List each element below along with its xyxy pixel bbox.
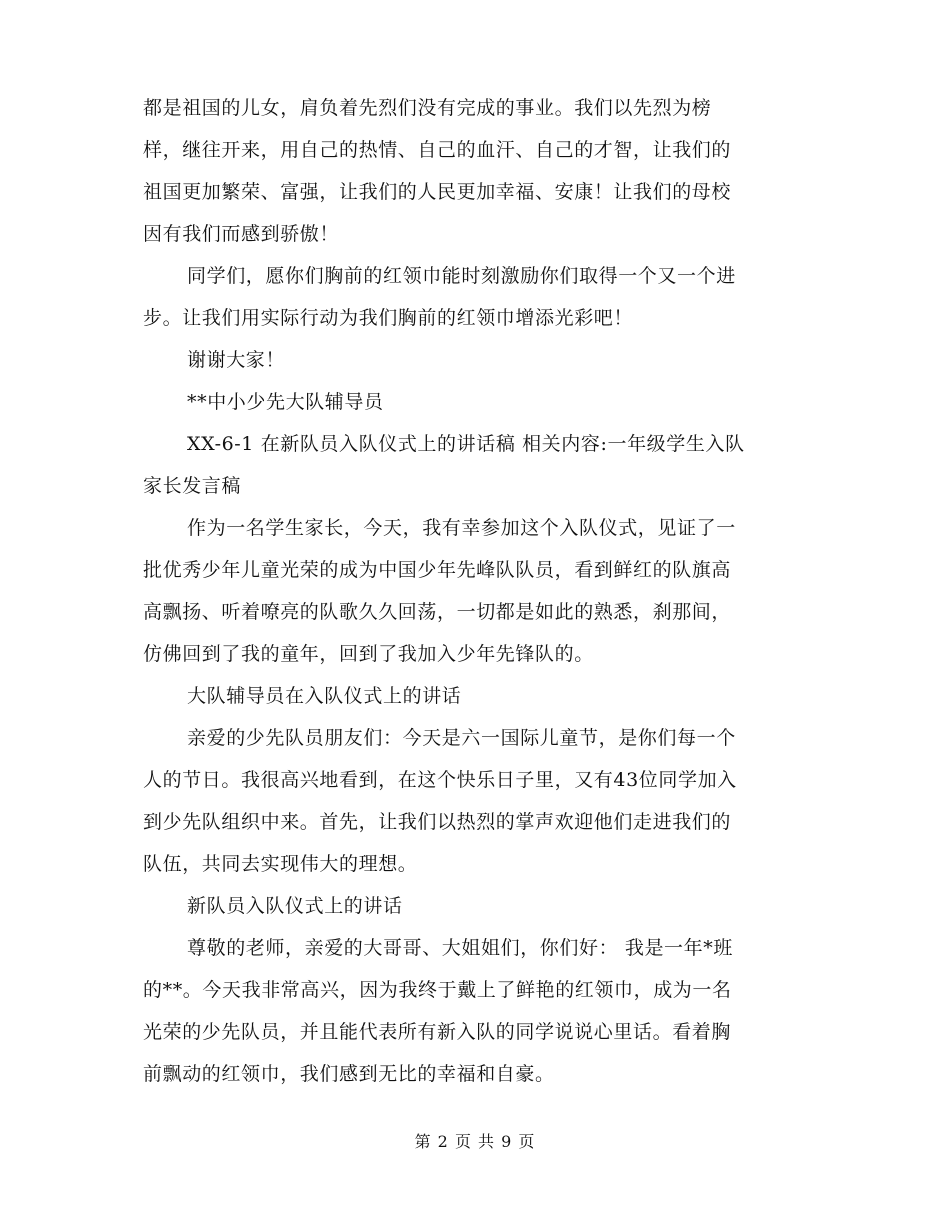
text-line: 谢谢大家！ xyxy=(187,349,286,371)
text-line: XX-6-1 在新队员入队仪式上的讲话稿 相关内容:一年级学生入队 xyxy=(187,433,745,455)
text-line: 高飘扬、听着嘹亮的队歌久久回荡，一切都是如此的熟悉，刹那间， xyxy=(143,601,732,623)
text-line: 队伍，共同去实现伟大的理想。 xyxy=(143,853,418,875)
text-line: 到少先队组织中来。首先，让我们以热烈的掌声欢迎他们走进我们的 xyxy=(143,811,732,833)
text-line: 步。让我们用实际行动为我们胸前的红领巾增添光彩吧！ xyxy=(143,307,634,329)
text-line: 都是祖国的儿女，肩负着先烈们没有完成的事业。我们以先烈为榜 xyxy=(143,97,712,119)
text-line: 同学们，愿你们胸前的红领巾能时刻激励你们取得一个又一个进 xyxy=(187,265,736,287)
document-body xyxy=(143,87,807,1095)
text-line: 仿佛回到了我的童年，回到了我加入少年先锋队的。 xyxy=(143,643,594,665)
section-heading: 大队辅导员在入队仪式上的讲话 xyxy=(187,685,462,707)
text-line: 前飘动的红领巾，我们感到无比的幸福和自豪。 xyxy=(143,1063,555,1085)
text-line: 亲爱的少先队员朋友们：今天是六一国际儿童节，是你们每一个 xyxy=(187,727,736,749)
text-line: 家长发言稿 xyxy=(143,475,242,497)
text-line: 批优秀少年儿童光荣的成为中国少年先峰队队员，看到鲜红的队旗高 xyxy=(143,559,732,581)
text-line: 样，继往开来，用自己的热情、自己的血汗、自己的才智，让我们的 xyxy=(143,139,732,161)
section-heading: 新队员入队仪式上的讲话 xyxy=(187,895,403,917)
text-line: 祖国更加繁荣、富强，让我们的人民更加幸福、安康！让我们的母校 xyxy=(143,181,732,203)
text-line: 的**。今天我非常高兴，因为我终于戴上了鲜艳的红领巾，成为一名 xyxy=(143,979,732,1001)
page-number: 第 2 页 共 9 页 xyxy=(414,1132,536,1151)
text-line: 因有我们而感到骄傲！ xyxy=(143,223,340,245)
signature-line: **中小少先大队辅导员 xyxy=(187,391,384,413)
page-footer xyxy=(0,1130,950,1154)
text-line: 光荣的少先队员，并且能代表所有新入队的同学说说心里话。看着胸 xyxy=(143,1021,732,1043)
text-line: 人的节日。我很高兴地看到，在这个快乐日子里，又有43位同学加入 xyxy=(143,769,737,791)
text-line: 尊敬的老师，亲爱的大哥哥、大姐姐们，你们好： 我是一年*班 xyxy=(187,937,733,959)
text-line: 作为一名学生家长，今天，我有幸参加这个入队仪式，见证了一 xyxy=(187,517,736,539)
